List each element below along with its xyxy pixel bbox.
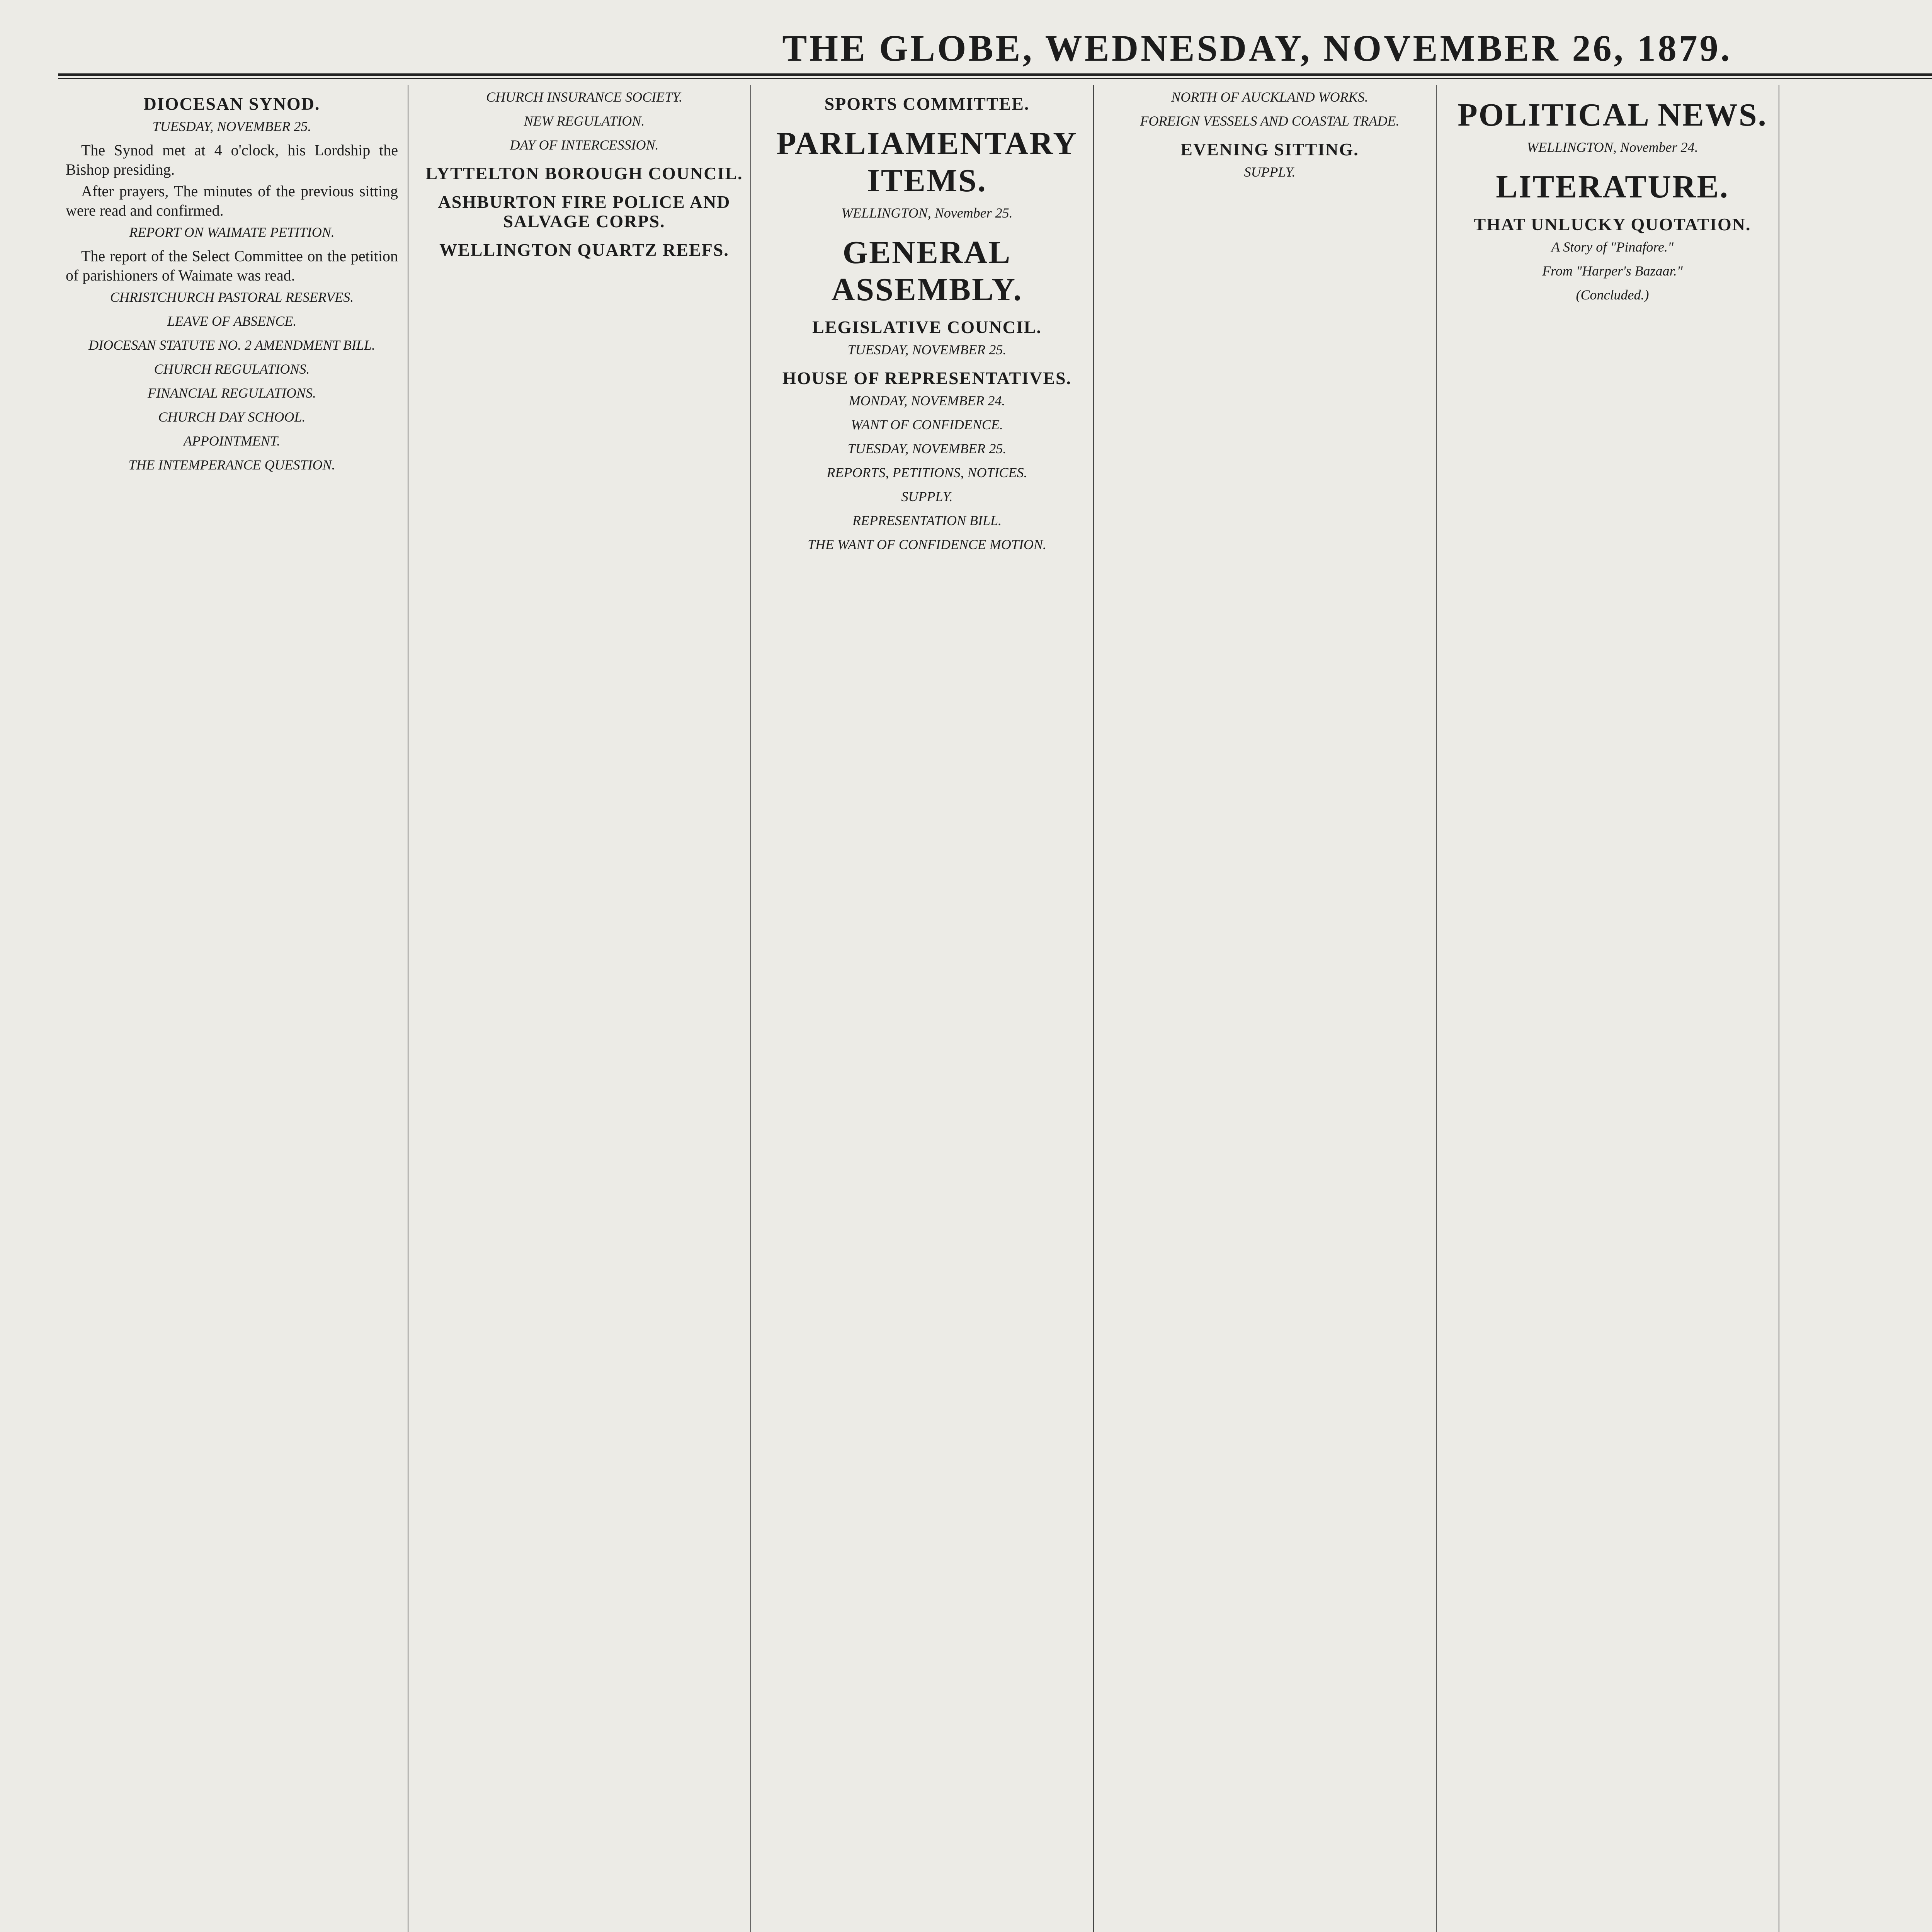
article-heading: DIOCESAN SYNOD.	[143, 94, 320, 114]
article-subhead: CHURCH REGULATIONS.	[154, 361, 310, 377]
article-subhead: WANT OF CONFIDENCE.	[851, 417, 1003, 432]
column-rule	[750, 85, 751, 1932]
article-subhead: CHURCH INSURANCE SOCIETY.	[486, 89, 682, 105]
article-dateline: WELLINGTON, November 25.	[841, 205, 1013, 221]
article-subhead: REPORTS, PETITIONS, NOTICES.	[827, 465, 1027, 480]
column-4	[1104, 85, 1436, 1932]
article-subhead: APPOINTMENT.	[183, 433, 281, 449]
story-subtitle: A Story of "Pinafore."	[1551, 239, 1674, 255]
section-heading: GENERAL ASSEMBLY.	[831, 235, 1023, 308]
article-subhead: DIOCESAN STATUTE NO. 2 AMENDMENT BILL.	[88, 337, 375, 353]
masthead-rule-thin	[58, 78, 1932, 79]
article-subhead: CHRISTCHURCH PASTORAL RESERVES.	[110, 289, 354, 305]
article-date: MONDAY, NOVEMBER 24.	[849, 393, 1005, 408]
section-heading: POLITICAL NEWS.	[1458, 97, 1767, 133]
article-text: After prayers, The minutes of the previous sitting were read and confirmed.	[66, 182, 398, 219]
article-text: The Synod met at 4 o'clock, his Lordship the Bishop presiding.	[66, 141, 398, 178]
story-continued: (Concluded.)	[1576, 287, 1649, 303]
article-heading: LYTTELTON BOROUGH COUNCIL.	[425, 163, 743, 183]
article-heading: HOUSE OF REPRESENTATIVES.	[782, 368, 1072, 388]
article-date: TUESDAY, NOVEMBER 25.	[847, 441, 1007, 456]
article-heading: LEGISLATIVE COUNCIL.	[812, 317, 1042, 337]
column-rule	[1436, 85, 1437, 1932]
article-heading: WELLINGTON QUARTZ REEFS.	[439, 240, 729, 260]
section-heading: PARLIAMENTARY ITEMS.	[776, 126, 1078, 199]
masthead-title: THE GLOBE, WEDNESDAY, NOVEMBER 26, 1879.	[782, 27, 1732, 69]
article-subhead: REPORT ON WAIMATE PETITION.	[129, 224, 335, 240]
article-heading: EVENING SITTING.	[1180, 139, 1359, 159]
column-5	[1446, 85, 1779, 1932]
article-subhead: NEW REGULATION.	[524, 113, 645, 129]
article-text: The report of the Select Committee on the petition of parishioners of Waimate was read.	[66, 247, 398, 284]
article-subhead: THE INTEMPERANCE QUESTION.	[128, 457, 335, 473]
story-source: From "Harper's Bazaar."	[1542, 263, 1683, 279]
article-heading: ASHBURTON FIRE POLICE AND SALVAGE CORPS.	[438, 192, 731, 231]
article-date: TUESDAY, NOVEMBER 25.	[847, 342, 1007, 357]
article-date: TUESDAY, NOVEMBER 25.	[152, 119, 311, 134]
article-subhead: DAY OF INTERCESSION.	[510, 137, 659, 153]
story-title: THAT UNLUCKY QUOTATION.	[1474, 214, 1751, 234]
section-heading: LITERATURE.	[1496, 169, 1729, 205]
column-6	[1789, 85, 1932, 1932]
article-subhead: SUPPLY.	[1244, 164, 1296, 180]
article-subhead: CHURCH DAY SCHOOL.	[158, 409, 306, 425]
article-dateline: WELLINGTON, November 24.	[1527, 139, 1698, 155]
article-subhead: FOREIGN VESSELS AND COASTAL TRADE.	[1140, 113, 1400, 129]
article-subhead: REPRESENTATION BILL.	[852, 513, 1002, 528]
article-subhead: NORTH OF AUCKLAND WORKS.	[1171, 89, 1368, 105]
column-1	[66, 85, 398, 1932]
article-subhead: SUPPLY.	[901, 489, 953, 504]
masthead-rule	[58, 73, 1932, 76]
column-rule	[1093, 85, 1094, 1932]
article-subhead: THE WANT OF CONFIDENCE MOTION.	[808, 537, 1046, 552]
column-3	[761, 85, 1093, 1932]
article-subhead: FINANCIAL REGULATIONS.	[147, 385, 316, 401]
article-heading: SPORTS COMMITTEE.	[824, 94, 1030, 114]
article-subhead: LEAVE OF ABSENCE.	[167, 313, 297, 329]
column-2	[418, 85, 750, 1932]
